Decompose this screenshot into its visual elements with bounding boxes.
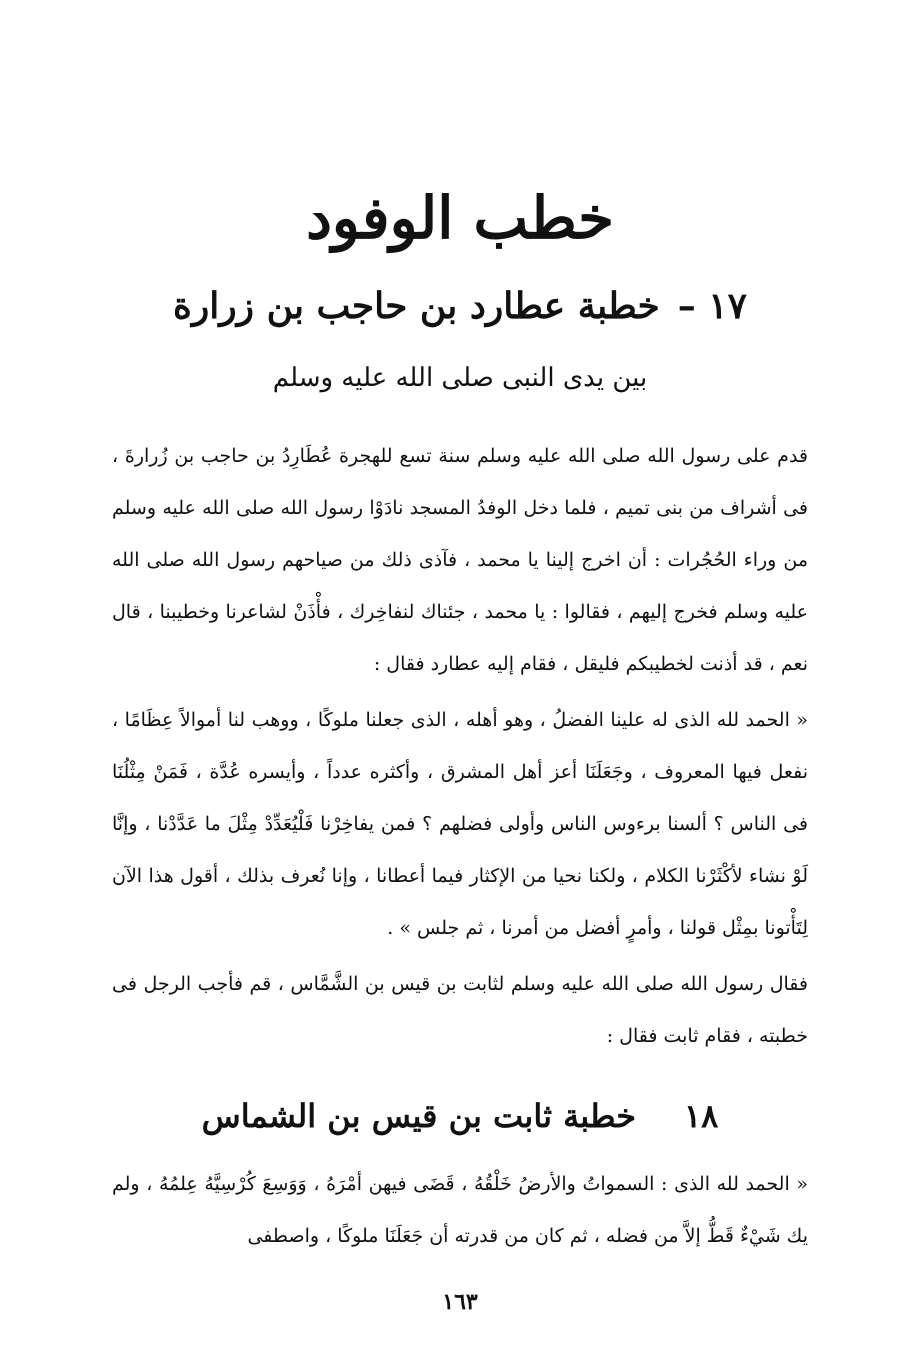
- paragraph-3: فقال رسول الله صلى الله عليه وسلم لثابت بن قيس بن الشَّمَّاس ، قم فأجب الرجل فى خطبته ، فقام ثابت فقال :: [112, 973, 808, 1047]
- section-17-number: ١٧ –: [677, 285, 747, 327]
- section-17-title: خطبة عطارد بن حاجب بن زرارة: [173, 285, 660, 327]
- section-18-number: ١٨: [683, 1097, 719, 1135]
- paragraph-4: « الحمد لله الذى : السمواتُ والأرضُ خَلْقُهُ ، قَضَى فيهن أمْرَهُ ، وَوَسِعَ كُرْسِيَّهُ عِلمُهُ ، ولم يك شَيْءٌ قَطُّ إلاَّ من فضله ، ثم كان من قدرته أن جَعَلَنَا ملوكًا ، واصطفى: [112, 1173, 808, 1247]
- section-17-heading: [0, 280, 920, 332]
- section-18-title: خطبة ثابت بن قيس بن الشماس: [201, 1097, 636, 1135]
- chapter-title: خطب الوفود: [306, 184, 614, 252]
- section-17-subtitle: بين يدى النبى صلى الله عليه وسلم: [272, 363, 648, 393]
- page-number: ١٦٣: [442, 1289, 478, 1315]
- paragraph-2: « الحمد لله الذى له علينا الفضلُ ، وهو أهله ، الذى جعلنا ملوكًا ، ووهب لنا أموالاً عِظَامًا ، نفعل فيها المعروف ، وجَعَلَنَا أعز أهل المشرق ، وأكثره عدداً ، وأيسره عُدَّة ، فَمَنْ مِثْلُنَا فى الناس ؟ ألسنا برءوس الناس وأولى فضلهم ؟ فمن يفاخِرْنا فَلْيُعَدِّدْ مِثْلَ ما عَدَّدْنا ، وإنَّا لَوْ نشاء لأكْثَرْنا الكلام ، ولكنا نحيا من الإكثار فيما أعطانا ، وإنا نُعرف بذلك ، أقول هذا الآن لِتَأْتونا بمِثْل قولنا ، وأمرٍ أفضل من أمرنا ، ثم جلس » .: [112, 709, 808, 939]
- section-18-heading: [0, 1088, 920, 1144]
- paragraph-1: قدم على رسول الله صلى الله عليه وسلم سنة تسع للهجرة عُطَارِدُ بن حاجب بن زُرارةَ ، فى أشراف من بنى تميم ، فلما دخل الوفدُ المسجد نادَوْا رسول الله صلى الله عليه وسلم من وراء الحُجُرات : أن اخرج إلينا يا محمد ، فآذى ذلك من صياحهم رسول الله صلى الله عليه وسلم فخرج إليهم ، فقالوا : يا محمد ، جئناك لنفاخِرك ، فأْذَنْ لشاعرنا وخطيبنا ، قال نعم ، قد أذنت لخطيبكم فليقل ، فقام إليه عطارد فقال :: [112, 445, 808, 675]
